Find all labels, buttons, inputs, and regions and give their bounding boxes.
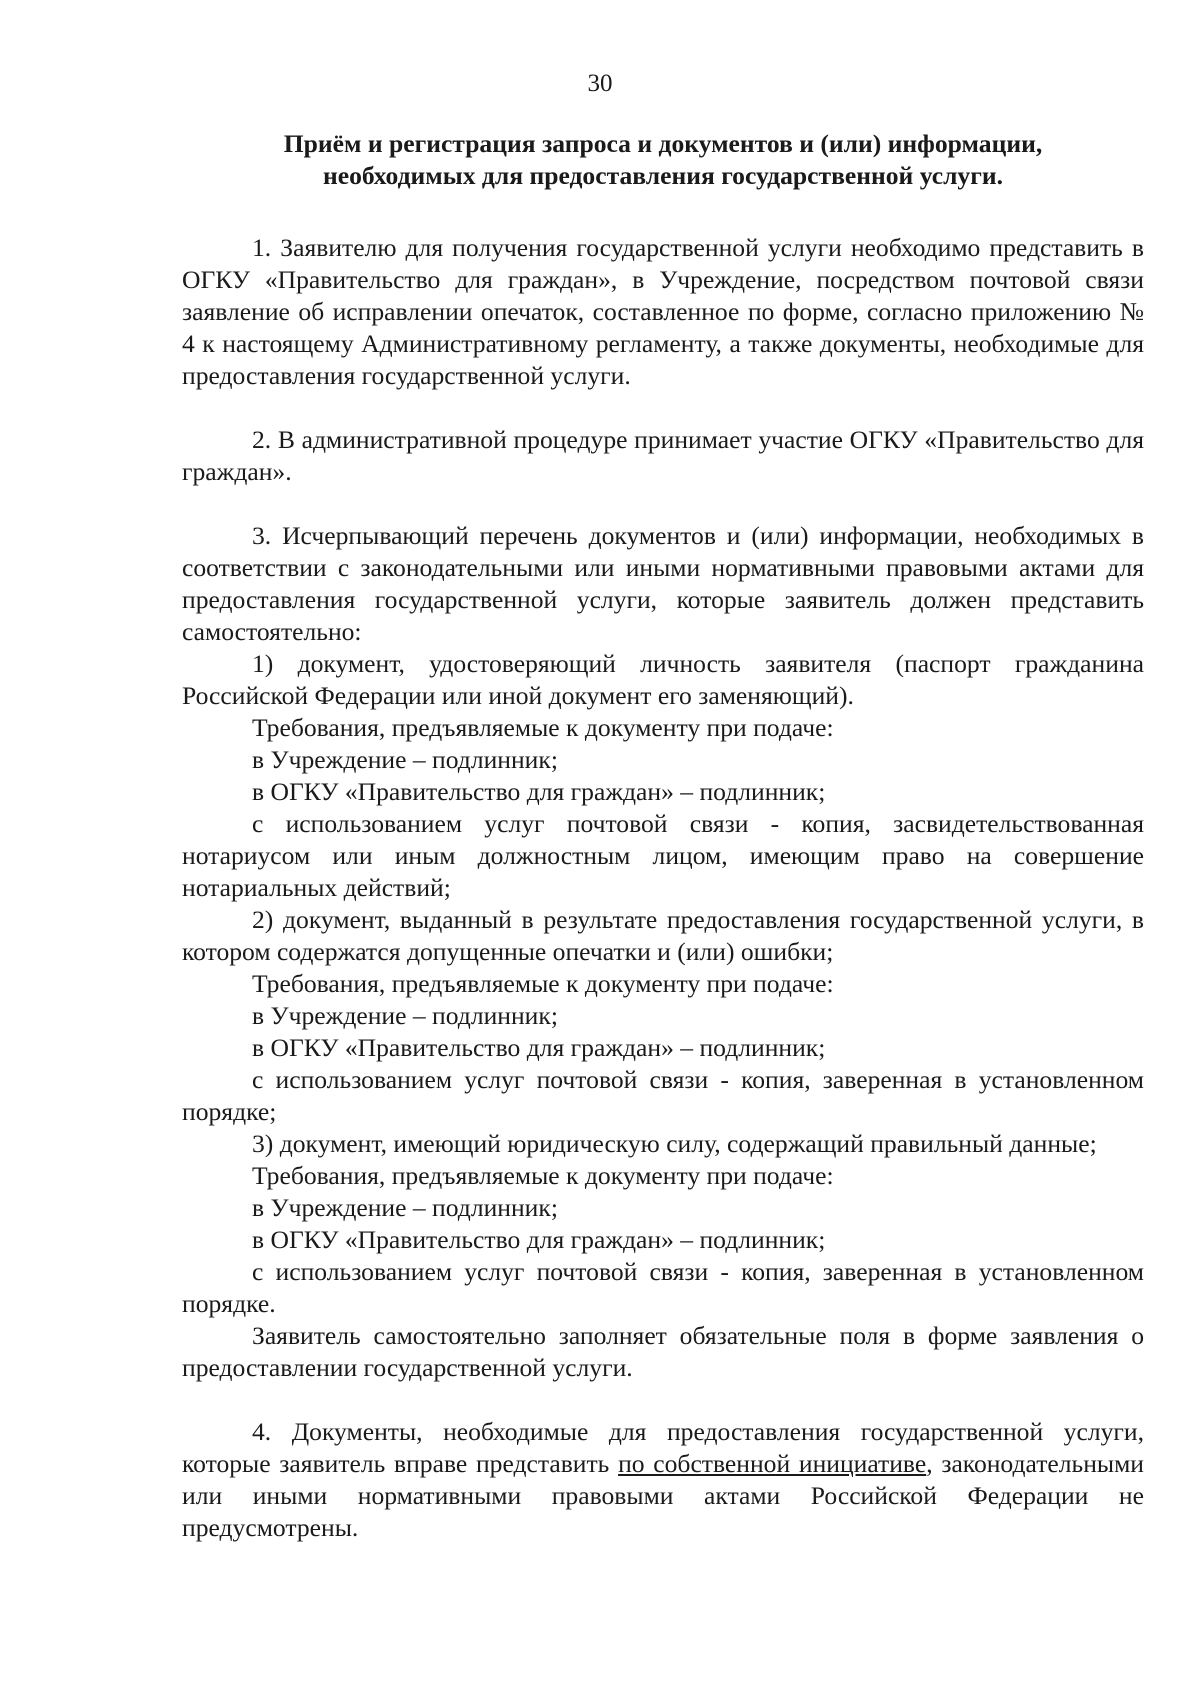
requirement-1-postal: с использованием услуг почтовой связи - копия, засвидетельствованная нотариусом или иным должностным лицом, имеющим право на совершение нотариальных действий; xyxy=(182,809,1144,902)
requirement-2-postal: с использованием услуг почтовой связи - копия, заверенная в установленном порядке; xyxy=(182,1065,1144,1126)
requirement-3-ogku: в ОГКУ «Правительство для граждан» – подлинник; xyxy=(252,1225,826,1254)
requirements-title-3: Требования, предъявляемые к документу при подаче: xyxy=(252,1161,834,1190)
document-item-2: 2) документ, выданный в результате предоставления государственной услуги, в котором содержатся допущенные опечатки и (или) ошибки; xyxy=(182,905,1144,966)
section-title xyxy=(182,128,1144,192)
paragraph-2: 2. В административной процедуре принимает участие ОГКУ «Правительство для граждан». xyxy=(182,425,1144,486)
section-title-line-2: необходимых для предоставления государственной услуги. xyxy=(323,161,1003,190)
paragraph-1: 1. Заявителю для получения государственной услуги необходимо представить в ОГКУ «Правительство для граждан», в Учреждение, посредством почтовой связи заявление об исправлении опечаток, составленное по форме, согласно приложению № 4 к настоящему Административному регламенту, а также документы, необходимые для предоставления государственной услуги. xyxy=(182,233,1144,390)
requirement-2-institution: в Учреждение – подлинник; xyxy=(252,1001,558,1030)
applicant-fills-fields: Заявитель самостоятельно заполняет обязательные поля в форме заявления о предоставлении государственной услуги. xyxy=(182,1321,1144,1382)
paragraph-3: 3. Исчерпывающий перечень документов и (или) информации, необходимых в соответствии с законодательными или иными нормативными правовыми актами для предоставления государственной услуги, которые заявитель должен представить самостоятельно: xyxy=(182,521,1144,646)
document-item-1: 1) документ, удостоверяющий личность заявителя (паспорт гражданина Российской Федерации или иной документ его заменяющий). xyxy=(182,649,1144,710)
paragraph-4-start: 4. Документы, необходимые для предоставления государственной услуги, которые заявитель вправе представить xyxy=(182,1417,1144,1478)
paragraph-4 xyxy=(182,1416,1144,1544)
requirements-title-2: Требования, предъявляемые к документу при подаче: xyxy=(252,969,834,998)
paragraph-4-end: , законодательными или иными нормативными правовыми актами Российской Федерации не предусмотрены. xyxy=(182,1449,1144,1542)
requirement-2-ogku: в ОГКУ «Правительство для граждан» – подлинник; xyxy=(252,1033,826,1062)
section-title-line-1: Приём и регистрация запроса и документов и (или) информации, xyxy=(283,129,1043,158)
page-number: 30 xyxy=(587,70,613,97)
paragraph-4-underlined: по собственной инициативе xyxy=(618,1449,927,1478)
document-item-3: 3) документ, имеющий юридическую силу, содержащий правильный данные; xyxy=(252,1129,1097,1158)
requirement-3-institution: в Учреждение – подлинник; xyxy=(252,1193,558,1222)
document-body xyxy=(182,128,1144,1544)
requirement-3-postal: с использованием услуг почтовой связи - копия, заверенная в установленном порядке. xyxy=(182,1257,1144,1318)
requirement-1-ogku: в ОГКУ «Правительство для граждан» – подлинник; xyxy=(252,777,826,806)
requirement-1-institution: в Учреждение – подлинник; xyxy=(252,745,558,774)
requirements-title-1: Требования, предъявляемые к документу при подаче: xyxy=(252,713,834,742)
